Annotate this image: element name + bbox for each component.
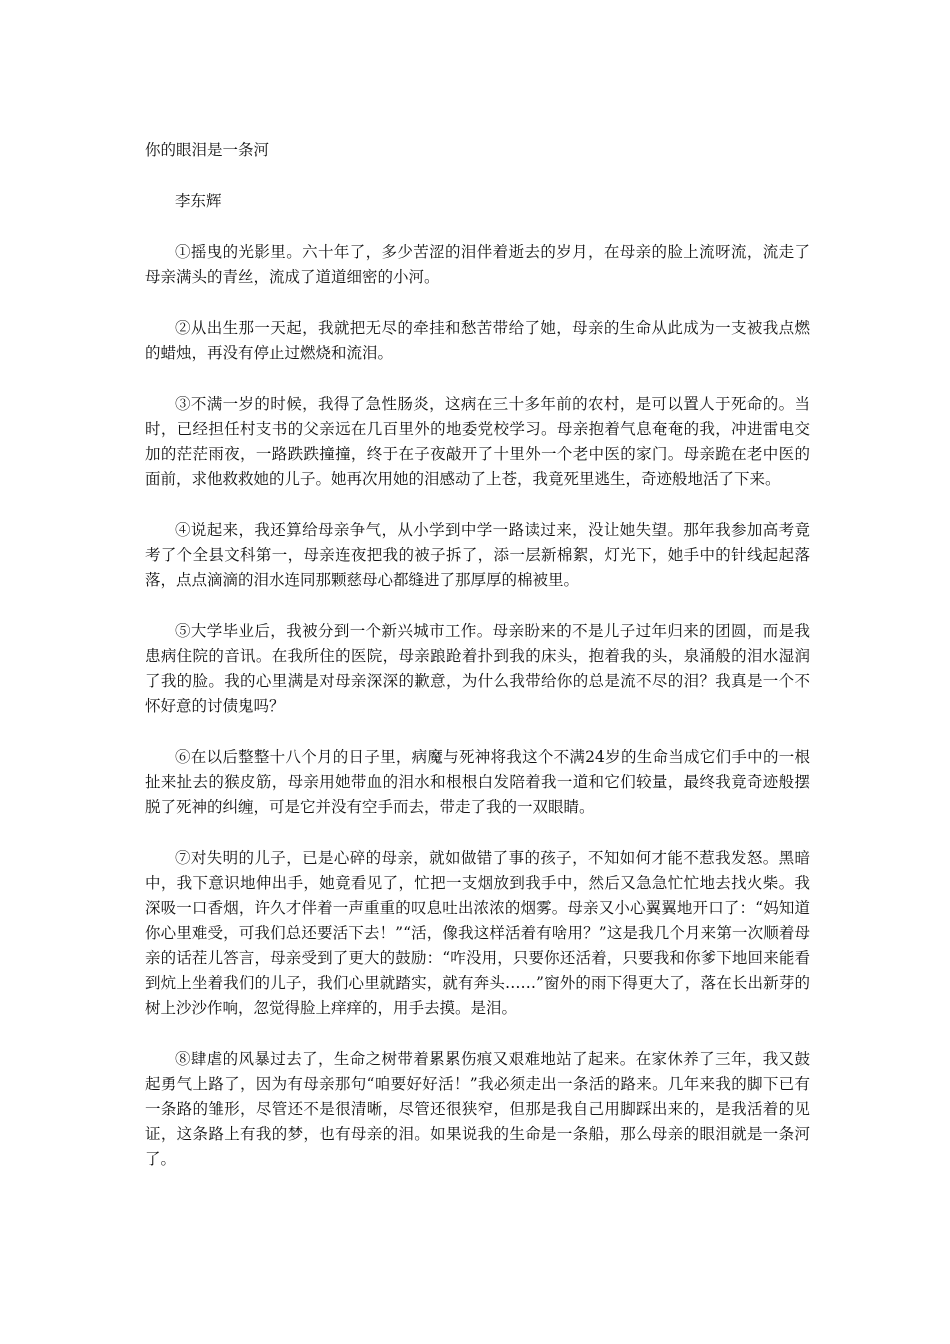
paragraph-3: ③不满一岁的时候，我得了急性肠炎，这病在三十多年前的农村，是可以置人于死命的。当时，已经担任村支书的父亲远在几百里外的地委党校学习。母亲抱着气息奄奄的我，冲进雷电交加的茫茫雨夜，一路跌跌撞撞，终于在子夜敲开了十里外一个老中医的家门。母亲跪在老中医的面前，求他救救她的儿子。她再次用她的泪感动了上苍，我竟死里逃生，奇迹般地活了下来。 (145, 395, 810, 488)
paragraph-4: ④说起来，我还算给母亲争气，从小学到中学一路读过来，没让她失望。那年我参加高考竟考了个全县文科第一，母亲连夜把我的被子拆了，添一层新棉絮，灯光下，她手中的针线起起落落，点点滴滴的泪水连同那颗慈母心都缝进了那厚厚的棉被里。 (145, 521, 810, 589)
article-body (145, 138, 810, 1172)
paragraph-1: ①摇曳的光影里。六十年了，多少苦涩的泪伴着逝去的岁月，在母亲的脸上流呀流，流走了母亲满头的青丝，流成了道道细密的小河。 (145, 243, 810, 286)
paragraph-5: ⑤大学毕业后，我被分到一个新兴城市工作。母亲盼来的不是儿子过年归来的团圆，而是我患病住院的音讯。在我所住的医院，母亲踉跄着扑到我的床头，抱着我的头，泉涌般的泪水湿润了我的脸。我的心里满是对母亲深深的歉意，为什么我带给你的总是流不尽的泪？我真是一个不怀好意的讨债鬼吗？ (145, 622, 810, 715)
article-author: 李东辉 (175, 192, 222, 210)
paragraph-6: ⑥在以后整整十八个月的日子里，病魔与死神将我这个不满24岁的生命当成它们手中的一根扯来扯去的猴皮筋，母亲用她带血的泪水和根根白发陪着我一道和它们较量，最终我竟奇迹般摆脱了死神的纠缠，可是它并没有空手而去，带走了我的一双眼睛。 (145, 748, 810, 816)
article-title: 你的眼泪是一条河 (145, 141, 270, 159)
paragraph-2: ②从出生那一天起，我就把无尽的牵挂和愁苦带给了她，母亲的生命从此成为一支被我点燃的蜡烛，再没有停止过燃烧和流泪。 (145, 319, 810, 362)
paragraph-7: ⑦对失明的儿子，已是心碎的母亲，就如做错了事的孩子，不知如何才能不惹我发怒。黑暗中，我下意识地伸出手，她竟看见了，忙把一支烟放到我手中，然后又急急忙忙地去找火柴。我深吸一口香烟，许久才伴着一声重重的叹息吐出浓浓的烟雾。母亲又小心翼翼地开口了：“妈知道你心里难受，可我们总还要活下去！”“活，像我这样活着有啥用？”这是我几个月来第一次顺着母亲的话茬儿答言，母亲受到了更大的鼓励：“咋没用，只要你还活着，只要我和你爹下地回来能看到炕上坐着我们的儿子，我们心里就踏实，就有奔头……”窗外的雨下得更大了，落在长出新芽的树上沙沙作响，忽觉得脸上痒痒的，用手去摸。是泪。 (145, 849, 810, 1017)
paragraph-8: ⑧肆虐的风暴过去了，生命之树带着累累伤痕又艰难地站了起来。在家休养了三年，我又鼓起勇气上路了，因为有母亲那句“咱要好好活！”我必须走出一条活的路来。几年来我的脚下已有一条路的雏形，尽管还不是很清晰，尽管还很狭窄，但那是我自己用脚踩出来的，是我活着的见证，这条路上有我的梦，也有母亲的泪。如果说我的生命是一条船，那么母亲的眼泪就是一条河了。 (145, 1050, 810, 1168)
